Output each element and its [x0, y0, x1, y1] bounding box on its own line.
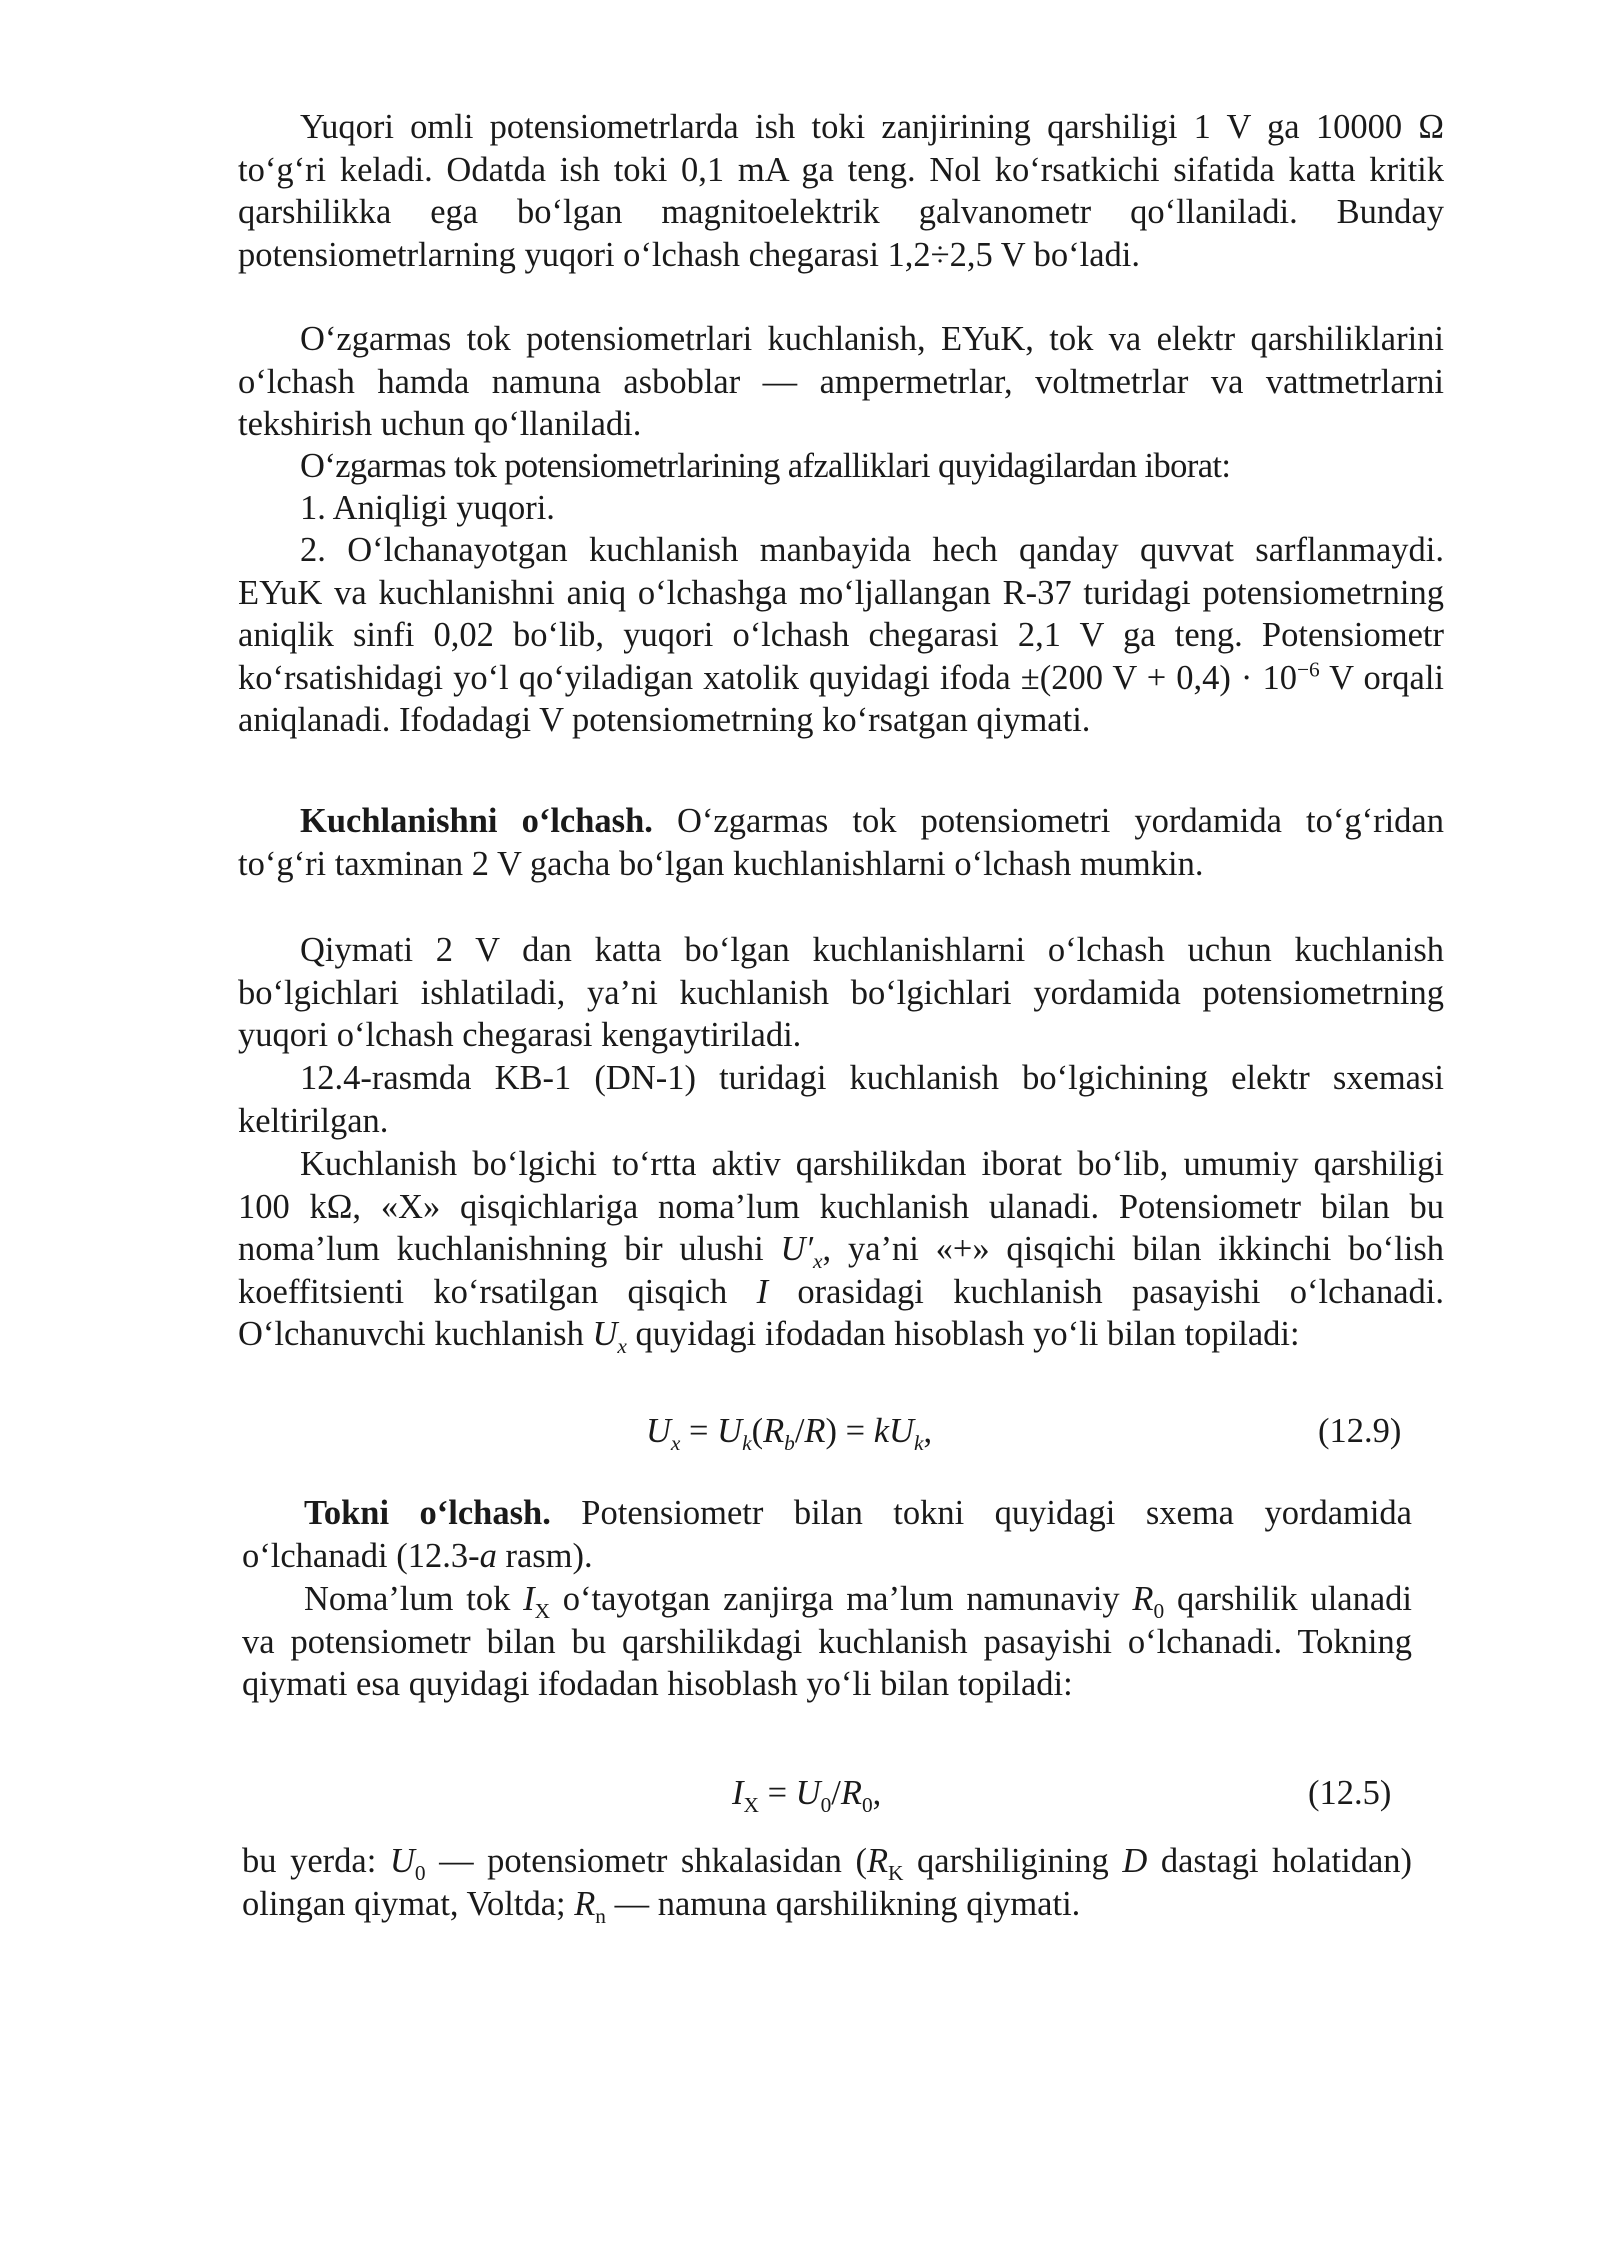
- symbol: R: [1132, 1580, 1154, 1618]
- text: Qiymati 2 V dan katta bo‘lgan kuchlanishlarni o‘lchash uchun kuchlanish bo‘lgichlari ishlatiladi, ya’ni kuchlanish bo‘lgichlari yordamida potensiometrning yuqori o‘lchash chegarasi kengaytiriladi.: [238, 931, 1444, 1054]
- symbol: R: [840, 1774, 862, 1812]
- subscript: n: [595, 1903, 606, 1928]
- subscript: K: [888, 1860, 904, 1885]
- symbol: U: [389, 1842, 415, 1880]
- subscript: b: [784, 1430, 795, 1455]
- symbol: I: [523, 1580, 535, 1618]
- paragraph-advantages-intro: [238, 445, 1444, 488]
- text: quyidagi ifodadan hisoblash yo‘li bilan topiladi:: [626, 1315, 1300, 1353]
- text: qarshiligining: [903, 1842, 1123, 1880]
- text: Kuchlanish bo‘lgichi to‘rtta aktiv qarshilikdan iborat bo‘lib, umumiy qarshiligi 100 kΩ, «X» qisqichlariga noma’lum kuchlanish ulanadi. Potensiometr bilan bu noma’lum kuchlanishning bir ulushi: [238, 1145, 1444, 1268]
- operator: /: [794, 1412, 805, 1450]
- paragraph-divider-description: [238, 1143, 1444, 1356]
- paragraph-current-measurement: [242, 1492, 1412, 1577]
- section-heading-voltage: Kuchlanishni o‘lchash.: [300, 802, 653, 840]
- symbol: U: [646, 1412, 671, 1450]
- symbol: I: [732, 1774, 744, 1812]
- symbol: I: [756, 1272, 769, 1311]
- text: Yuqori omli potensiometrlarda ish toki zanjirining qarshiligi 1 V ga 10000 Ω to‘g‘ri keladi. Odatda ish toki 0,1 mA ga teng. Nol ko‘rsatkichi sifatida katta kritik qarshilikka ega bo‘lgan magnitoelektrik galvanometr qo‘llaniladi. Bunday potensiometrlarning yuqori o‘lchash chegarasi 1,2÷2,5 V bo‘ladi.: [238, 108, 1444, 274]
- paragraph-voltage-dividers: [238, 929, 1444, 1057]
- subscript: x: [813, 1248, 823, 1273]
- symbol: U′: [780, 1230, 814, 1268]
- symbol: R: [866, 1842, 889, 1880]
- paragraph-unknown-current: [242, 1578, 1412, 1706]
- subscript: 0: [861, 1792, 873, 1817]
- operator: ,: [923, 1412, 933, 1450]
- text: dastagi holatidan) olingan qiymat, Voltda;: [242, 1842, 1413, 1923]
- list-item-1: [238, 487, 1444, 530]
- subscript: X: [743, 1792, 759, 1817]
- symbol: R: [763, 1412, 785, 1450]
- text: , ya’ni «+» qisqichi bilan ikkinchi bo‘lish koeffitsienti ko‘rsatilgan qisqich: [238, 1230, 1444, 1311]
- subscript: k: [913, 1430, 924, 1455]
- equation-number-12-5: (12.5): [1308, 1774, 1392, 1812]
- equation-number-12-9: (12.9): [1318, 1412, 1402, 1450]
- text: V orqali aniqlanadi. Ifodadagi V potensiometrning ko‘rsatgan qiymati.: [238, 658, 1444, 739]
- symbol: U: [592, 1315, 618, 1353]
- text: — potensiometr shkalasidan (: [425, 1842, 867, 1880]
- symbol: kU: [873, 1412, 914, 1450]
- text: 12.4-rasmda KB-1 (DN-1) turidagi kuchlanish bo‘lgichining elektr sxemasi keltirilgan.: [238, 1059, 1444, 1140]
- symbol: U: [717, 1412, 743, 1450]
- operator: =: [680, 1412, 718, 1450]
- section-heading-current: Tokni o‘lchash.: [304, 1494, 551, 1532]
- subscript: 0: [820, 1792, 832, 1817]
- subscript: 0: [1153, 1598, 1165, 1623]
- text-italic: a: [479, 1536, 497, 1575]
- text: 2. O‘lchanayotgan kuchlanish manbayida hech qanday quvvat sarflanmaydi. EYuK va kuchlanishni aniq o‘lchashga mo‘ljallangan R-37 turidagi potensiometrning aniqlik sinfi 0,02 bo‘lib, yuqori o‘lchash chegarasi 2,1 V ga teng. Potensiometr ko‘rsatishidagi yo‘l qo‘yiladigan xatolik quyidagi ifoda ±(200 V + 0,4) · 10: [238, 531, 1444, 697]
- operator: ) =: [825, 1412, 874, 1450]
- subscript: x: [617, 1333, 627, 1358]
- subscript: 0: [414, 1860, 426, 1885]
- text: 1. Aniqligi yuqori.: [300, 489, 555, 527]
- text: O‘zgarmas tok potensiometrlari kuchlanish, EYuK, tok va elektr qarshiliklarini o‘lchash hamda namuna asboblar — ampermetrlar, voltmetrlar va vattmetrlarni tekshirish uchun qo‘llaniladi.: [238, 320, 1444, 443]
- text: Noma’lum tok: [304, 1580, 524, 1618]
- list-item-2: [238, 529, 1444, 742]
- text: qarshilik ulanadi va potensiometr bilan bu qarshilikdagi kuchlanish pasayishi o‘lchanadi. Tokning qiymati esa quyidagi ifodadan hisoblash yo‘li bilan topiladi:: [242, 1580, 1412, 1703]
- text: rasm).: [496, 1536, 593, 1575]
- text: Potensiometr bilan tokni quyidagi sxema yordamida o‘lchanadi (12.3-: [242, 1494, 1412, 1575]
- text: o‘tayotgan zanjirga ma’lum namunaviy: [550, 1580, 1133, 1618]
- paragraph-voltage-measurement: [238, 800, 1444, 885]
- subscript: x: [670, 1430, 681, 1455]
- subscript: X: [534, 1598, 551, 1623]
- text: orasidagi kuchlanish pasayishi o‘lchanadi. O‘lchanuvchi kuchlanish: [238, 1272, 1444, 1353]
- symbol: R: [804, 1412, 826, 1450]
- symbol: D: [1122, 1842, 1148, 1880]
- formula-12-5: [732, 1772, 882, 1817]
- paragraph-high-ohm-potentiometers: [238, 106, 1444, 276]
- subscript: k: [742, 1430, 752, 1455]
- operator: ,: [872, 1774, 882, 1812]
- formula-12-9: [646, 1410, 933, 1455]
- paragraph-dc-potentiometer-uses: [238, 318, 1444, 446]
- paragraph-where-definitions: [242, 1840, 1413, 1928]
- symbol: U: [795, 1774, 821, 1812]
- operator: =: [758, 1774, 796, 1812]
- text: — namuna qarshilikning qiymati.: [605, 1884, 1081, 1923]
- text: O‘zgarmas tok potensiometrlarining afzalliklari quyidagilardan iborat:: [300, 447, 1231, 485]
- text: O‘zgarmas tok potensiometri yordamida to‘g‘ridan to‘g‘ri taxminan 2 V gacha bo‘lgan kuchlanishlarni o‘lchash mumkin.: [238, 802, 1444, 883]
- superscript: −6: [1296, 657, 1320, 681]
- operator: /: [831, 1774, 841, 1812]
- operator: (: [751, 1412, 764, 1450]
- paragraph-figure-reference: [238, 1057, 1444, 1142]
- text: bu yerda:: [242, 1842, 390, 1880]
- symbol: R: [574, 1884, 596, 1923]
